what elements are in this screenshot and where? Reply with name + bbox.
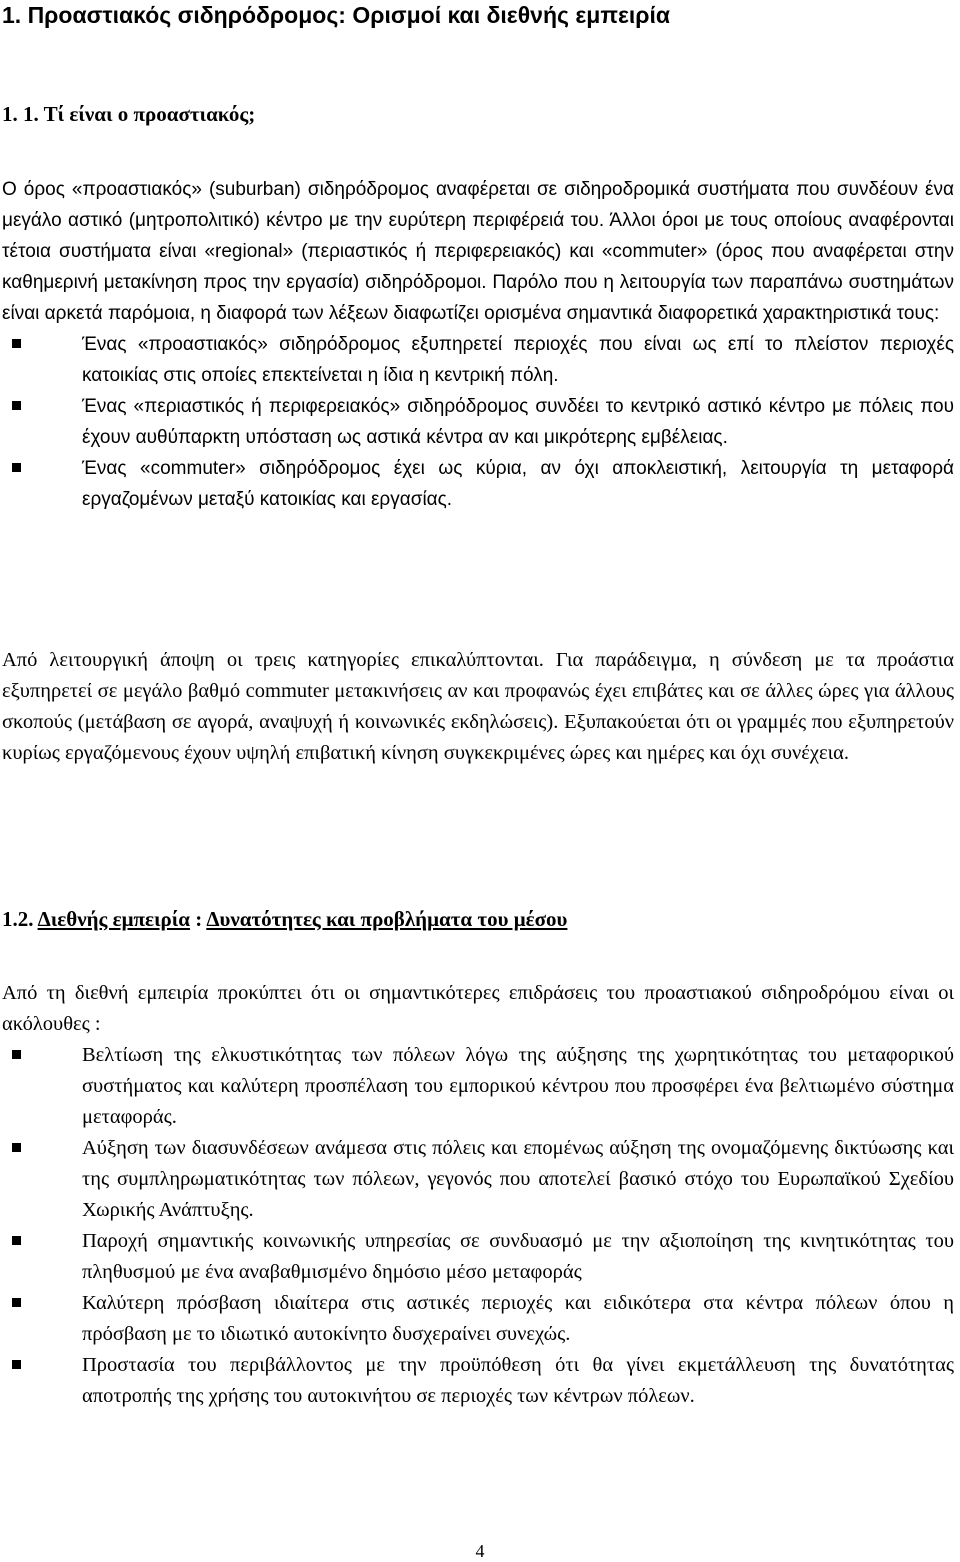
- list-item: Αύξηση των διασυνδέσεων ανάμεσα στις πόλεις και επομένως αύξηση της ονομαζόμενης δικτύωσης και της συμπληρωματικότητας των πόλεων, γεγονός που αποτελεί βασικό στόχο του Ευρωπαϊκού Σχεδίου Χωρικής Ανάπτυξης.: [2, 1133, 954, 1226]
- section-2-separator: :: [189, 907, 207, 931]
- list-item: Παροχή σημαντικής κοινωνικής υπηρεσίας σε συνδυασμό με την αξιοποίηση της κινητικότητας του πληθυσμού με ένα αναβαθμισμένο δημόσιο μέσο μεταφοράς: [2, 1226, 954, 1288]
- section-1-bullet-list: [2, 329, 954, 515]
- bullet-square-icon: [12, 463, 21, 472]
- bullet-square-icon: [12, 1236, 21, 1245]
- section-1-intro: Ο όρος «προαστιακός» (suburban) σιδηρόδρομος αναφέρεται σε σιδηροδρομικά συστήματα που συνδέουν ένα μεγάλο αστικό (μητροπολιτικό) κέντρο με την ευρύτερη περιφέρειά του. Άλλοι όροι με τους οποίους αναφέρονται τέτοια συστήματα είναι «regional» (περιαστικός ή περιφερειακός) και «commuter» (όρος που αναφέρεται στην καθημερινή μετακίνηση προς την εργασία) σιδηρόδρομοι. Παρόλο που η λειτουργία των παραπάνω συστημάτων είναι αρκετά παρόμοια, η διαφορά των λέξεων διαφωτίζει ορισμένα σημαντικά διαφορετικά χαρακτηριστικά τους:: [2, 179, 954, 324]
- section-1-heading: 1. 1. Τί είναι ο προαστιακός;: [2, 102, 256, 126]
- chapter-heading: 1. Προαστιακός σιδηρόδρομος: Ορισμοί και διεθνής εμπειρία: [2, 2, 671, 28]
- bullet-square-icon: [12, 1298, 21, 1307]
- bullet-square-icon: [12, 1360, 21, 1369]
- section-1-closing: Από λειτουργική άποψη οι τρεις κατηγορίες επικαλύπτονται. Για παράδειγμα, η σύνδεση με τα προάστια εξυπηρετεί σε μεγάλο βαθμό commuter μετακινήσεις αν και προφανώς έχει επιβάτες και σε άλλες ώρες για άλλους σκοπούς (μετάβαση σε αγορά, αναψυχή ή κοινωνικές εκδηλώσεις). Εξυπακούεται ότι οι γραμμές που εξυπηρετούν κυρίως εργαζόμενους έχουν υψηλή επιβατική κίνηση συγκεκριμένες ώρες και ημέρες και όχι συνέχεια.: [2, 649, 954, 764]
- list-item: Βελτίωση της ελκυστικότητας των πόλεων λόγω της αύξησης της χωρητικότητας του μεταφορικού συστήματος και καλύτερη προσπέλαση του εμπορικού κέντρου που προσφέρει ένα βελτιωμένο σύστημα μεταφοράς.: [2, 1040, 954, 1133]
- section-2-intro: Από τη διεθνή εμπειρία προκύπτει ότι οι σημαντικότερες επιδράσεις του προαστιακού σιδηροδρόμου είναι οι ακόλουθες :: [2, 982, 954, 1035]
- section-2-number: 1.2.: [2, 907, 34, 931]
- list-item: Ένας «προαστιακός» σιδηρόδρομος εξυπηρετεί περιοχές που είναι ως επί το πλείστον περιοχές κατοικίας στις οποίες επεκτείνεται η ίδια η κεντρική πόλη.: [2, 329, 954, 391]
- bullet-square-icon: [12, 1143, 21, 1152]
- section-2-title-a: Διεθνής εμπειρία: [37, 907, 190, 931]
- bullet-square-icon: [12, 339, 21, 348]
- section-2-bullet-list: [2, 1040, 954, 1412]
- bullet-square-icon: [12, 1050, 21, 1059]
- bullet-square-icon: [12, 401, 21, 410]
- list-item: Ένας «περιαστικός ή περιφερειακός» σιδηρόδρομος συνδέει το κεντρικό αστικό κέντρο με πόλεις που έχουν αυθύπαρκτη υπόσταση ως αστικά κέντρα αν και μικρότερης εμβέλειας.: [2, 391, 954, 453]
- list-item: Ένας «commuter» σιδηρόδρομος έχει ως κύρια, αν όχι αποκλειστική, λειτουργία τη μεταφορά εργαζομένων μεταξύ κατοικίας και εργασίας.: [2, 453, 954, 515]
- page-number: 4: [475, 1541, 485, 1561]
- list-item: Προστασία του περιβάλλοντος με την προϋπόθεση ότι θα γίνει εκμετάλλευση της δυνατότητας αποτροπής της χρήσης του αυτοκινήτου σε περιοχές των κέντρων πόλεων.: [2, 1350, 954, 1412]
- list-item: Καλύτερη πρόσβαση ιδιαίτερα στις αστικές περιοχές και ειδικότερα στα κέντρα πόλεων όπου η πρόσβαση με το ιδιωτικό αυτοκίνητο δυσχεραίνει συνεχώς.: [2, 1288, 954, 1350]
- section-2-title-b: Δυνατότητες και προβλήματα του μέσου: [206, 907, 568, 931]
- section-2-heading: [2, 904, 567, 934]
- section-1-body: [2, 174, 954, 515]
- section-2-body: [2, 978, 954, 1412]
